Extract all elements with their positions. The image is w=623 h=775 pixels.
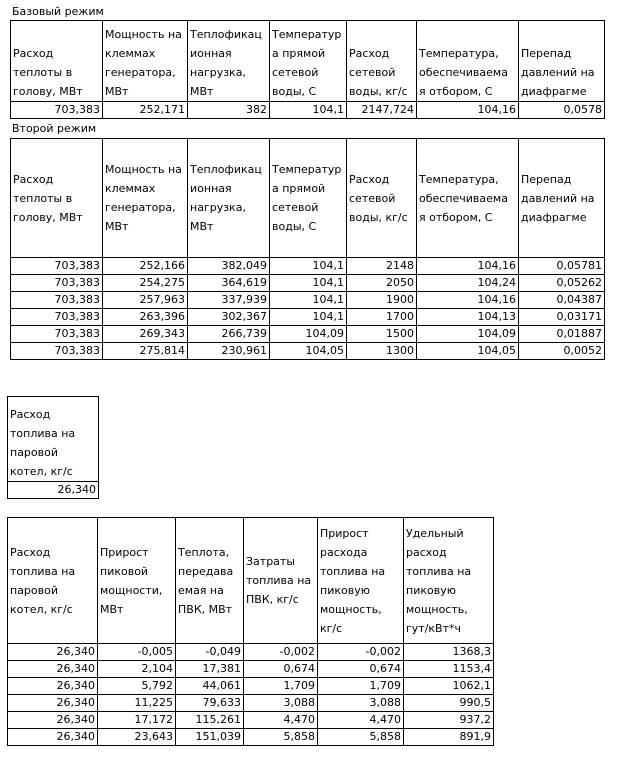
table-cell[interactable]: 1900 — [347, 292, 417, 309]
header-cell[interactable]: Прирост расхода топлива на пиковую мощность, кг/с — [318, 518, 404, 644]
table-cell[interactable]: 104,1 — [270, 309, 347, 326]
header-cell[interactable]: Температура, обеспечиваема я отбором, С — [417, 139, 519, 258]
table-row — [11, 326, 605, 343]
second-mode-table — [10, 138, 605, 360]
table-cell[interactable]: 2148 — [347, 258, 417, 275]
header-row — [8, 518, 494, 644]
table-cell[interactable]: 17,172 — [98, 712, 176, 729]
table-cell[interactable]: 703,383 — [11, 275, 103, 292]
table-row — [8, 661, 494, 678]
table-cell[interactable]: 703,383 — [11, 258, 103, 275]
table-cell[interactable]: 0,04387 — [519, 292, 605, 309]
table-cell[interactable]: 4,470 — [244, 712, 318, 729]
table-cell[interactable]: 23,643 — [98, 729, 176, 746]
table-cell[interactable]: 0,03171 — [519, 309, 605, 326]
table-cell[interactable]: 703,383 — [11, 102, 103, 119]
table-cell[interactable]: 382 — [188, 102, 270, 119]
table-cell[interactable]: 104,1 — [270, 102, 347, 119]
table-cell[interactable]: 891,9 — [404, 729, 494, 746]
header-cell[interactable]: Расход сетевой воды, кг/с — [347, 21, 417, 102]
table-cell[interactable]: 2147,724 — [347, 102, 417, 119]
table-cell[interactable]: 2,104 — [98, 661, 176, 678]
base-mode-table — [10, 20, 605, 119]
table-cell[interactable]: 0,05262 — [519, 275, 605, 292]
header-cell[interactable]: Температур а прямой сетевой воды, С — [270, 21, 347, 102]
table-row — [8, 482, 99, 499]
table-cell[interactable]: 1700 — [347, 309, 417, 326]
header-cell[interactable]: Теплофикац ионная нагрузка, МВт — [188, 139, 270, 258]
table-cell[interactable]: 703,383 — [11, 343, 103, 360]
table-cell[interactable]: -0,049 — [176, 644, 244, 661]
table-row — [11, 292, 605, 309]
header-cell[interactable]: Удельный расход топлива на пиковую мощность, гут/кВт*ч — [404, 518, 494, 644]
table-cell[interactable]: 263,396 — [103, 309, 188, 326]
table-cell[interactable]: -0,005 — [98, 644, 176, 661]
table-cell[interactable]: 44,061 — [176, 678, 244, 695]
table-cell[interactable]: 104,16 — [417, 258, 519, 275]
table-row — [11, 275, 605, 292]
table-cell[interactable]: 5,858 — [318, 729, 404, 746]
header-cell[interactable]: Прирост пиковой мощности, МВт — [98, 518, 176, 644]
table-cell[interactable]: 0,01887 — [519, 326, 605, 343]
table-cell[interactable]: 104,13 — [417, 309, 519, 326]
header-cell[interactable]: Температура, обеспечиваема я отбором, С — [417, 21, 519, 102]
table-cell[interactable]: 0,0052 — [519, 343, 605, 360]
header-cell[interactable]: Теплофикац ионная нагрузка, МВт — [188, 21, 270, 102]
header-cell[interactable]: Затраты топлива на ПВК, кг/с — [244, 518, 318, 644]
table-cell[interactable]: 1368,3 — [404, 644, 494, 661]
table-row — [11, 343, 605, 360]
table-cell[interactable]: 104,09 — [417, 326, 519, 343]
header-cell[interactable]: Расход теплоты в голову, МВт — [11, 139, 103, 258]
table-cell[interactable]: 252,171 — [103, 102, 188, 119]
table-row — [11, 102, 605, 119]
table-cell[interactable]: 26,340 — [8, 712, 98, 729]
table-row — [11, 309, 605, 326]
table-cell[interactable]: 26,340 — [8, 661, 98, 678]
table-cell[interactable]: 703,383 — [11, 326, 103, 343]
table-cell[interactable]: 104,16 — [417, 102, 519, 119]
table-row — [8, 729, 494, 746]
table-cell[interactable]: 0,674 — [244, 661, 318, 678]
table-cell[interactable]: 275,814 — [103, 343, 188, 360]
table-cell[interactable]: 364,619 — [188, 275, 270, 292]
table-cell[interactable]: 5,792 — [98, 678, 176, 695]
table-cell[interactable]: -0,002 — [244, 644, 318, 661]
table-row — [8, 695, 494, 712]
table-cell[interactable]: 1153,4 — [404, 661, 494, 678]
table-cell[interactable]: 1062,1 — [404, 678, 494, 695]
table-cell[interactable]: 104,16 — [417, 292, 519, 309]
header-cell[interactable]: Расход сетевой воды, кг/с — [347, 139, 417, 258]
table-cell[interactable]: 382,049 — [188, 258, 270, 275]
second-mode-caption: Второй режим — [12, 122, 97, 135]
header-cell[interactable]: Мощность на клеммах генератора, МВт — [103, 139, 188, 258]
table-cell[interactable]: 269,343 — [103, 326, 188, 343]
header-row — [11, 21, 605, 102]
header-row — [8, 397, 99, 482]
table-cell[interactable]: 26,340 — [8, 678, 98, 695]
header-cell[interactable]: Мощность на клеммах генератора, МВт — [103, 21, 188, 102]
table-cell[interactable]: 26,340 — [8, 482, 99, 499]
table-cell[interactable]: 0,674 — [318, 661, 404, 678]
table-cell[interactable]: 115,261 — [176, 712, 244, 729]
table-row — [8, 644, 494, 661]
table-cell[interactable]: 104,05 — [270, 343, 347, 360]
table-cell[interactable]: 11,225 — [98, 695, 176, 712]
table-cell[interactable]: 1300 — [347, 343, 417, 360]
table-cell[interactable]: 17,381 — [176, 661, 244, 678]
table-row — [11, 258, 605, 275]
table-cell[interactable]: 104,09 — [270, 326, 347, 343]
table-cell[interactable]: 3,088 — [244, 695, 318, 712]
header-cell[interactable]: Теплота, передава емая на ПВК, МВт — [176, 518, 244, 644]
table-cell[interactable]: 0,0578 — [519, 102, 605, 119]
table-cell[interactable]: 266,739 — [188, 326, 270, 343]
table-cell[interactable]: 104,1 — [270, 258, 347, 275]
table-cell[interactable]: 2050 — [347, 275, 417, 292]
table-cell[interactable]: 26,340 — [8, 644, 98, 661]
table-cell[interactable]: 1,709 — [244, 678, 318, 695]
table-row — [8, 678, 494, 695]
fuel-table — [7, 396, 99, 499]
table-cell[interactable]: 703,383 — [11, 309, 103, 326]
table-cell[interactable]: 1,709 — [318, 678, 404, 695]
table-cell[interactable]: 252,166 — [103, 258, 188, 275]
table-cell[interactable]: 230,961 — [188, 343, 270, 360]
table-cell[interactable]: 79,633 — [176, 695, 244, 712]
table-cell[interactable]: -0,002 — [318, 644, 404, 661]
table-cell[interactable]: 26,340 — [8, 695, 98, 712]
table-cell[interactable]: 937,2 — [404, 712, 494, 729]
table-cell[interactable]: 257,963 — [103, 292, 188, 309]
table-cell[interactable]: 254,275 — [103, 275, 188, 292]
table-cell[interactable]: 3,088 — [318, 695, 404, 712]
table-cell[interactable]: 26,340 — [8, 729, 98, 746]
table-row — [8, 712, 494, 729]
peak-power-table — [7, 517, 494, 746]
table-cell[interactable]: 104,1 — [270, 292, 347, 309]
table-cell[interactable]: 5,858 — [244, 729, 318, 746]
table-cell[interactable]: 337,939 — [188, 292, 270, 309]
table-cell[interactable]: 1500 — [347, 326, 417, 343]
table-cell[interactable]: 0,05781 — [519, 258, 605, 275]
header-row — [11, 139, 605, 258]
table-cell[interactable]: 151,039 — [176, 729, 244, 746]
header-cell[interactable]: Расход топлива на паровой котел, кг/с — [8, 518, 98, 644]
table-cell[interactable]: 104,24 — [417, 275, 519, 292]
base-mode-caption: Базовый режим — [12, 5, 104, 18]
header-cell[interactable]: Перепад давлений на диафрагме — [519, 21, 605, 102]
header-cell[interactable]: Расход топлива на паровой котел, кг/с — [8, 397, 99, 482]
table-cell[interactable]: 104,1 — [270, 275, 347, 292]
table-cell[interactable]: 703,383 — [11, 292, 103, 309]
header-cell[interactable]: Расход теплоты в голову, МВт — [11, 21, 103, 102]
table-cell[interactable]: 990,5 — [404, 695, 494, 712]
table-cell[interactable]: 302,367 — [188, 309, 270, 326]
table-cell[interactable]: 4,470 — [318, 712, 404, 729]
header-cell[interactable]: Температур а прямой сетевой воды, С — [270, 139, 347, 258]
header-cell[interactable]: Перепад давлений на диафрагме — [519, 139, 605, 258]
table-cell[interactable]: 104,05 — [417, 343, 519, 360]
